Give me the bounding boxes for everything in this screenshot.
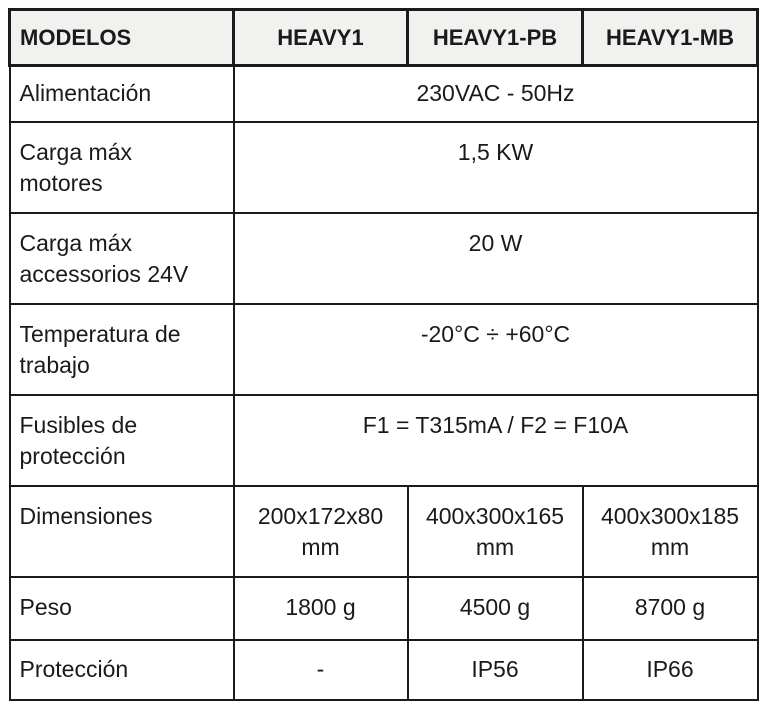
row-label: Dimensiones bbox=[10, 486, 234, 577]
row-label: Peso bbox=[10, 577, 234, 640]
row-label-line: trabajo bbox=[19, 351, 90, 378]
row-label-line: accessorios 24V bbox=[19, 260, 189, 287]
row-value-heavy1 bbox=[234, 486, 408, 577]
row-carga-motores bbox=[10, 122, 758, 213]
row-value: 230VAC - 50Hz bbox=[234, 66, 758, 122]
header-models-label: MODELOS bbox=[10, 10, 234, 66]
value-line: mm bbox=[301, 533, 340, 560]
row-label bbox=[10, 395, 234, 486]
row-label-line: Fusibles de bbox=[19, 411, 138, 438]
row-value-heavy1: - bbox=[234, 640, 408, 700]
header-model-heavy1: HEAVY1 bbox=[234, 10, 408, 66]
row-dimensiones bbox=[10, 486, 758, 577]
value-line: 200x172x80 bbox=[257, 502, 384, 529]
specifications-table bbox=[8, 8, 759, 701]
header-model-heavy1-mb: HEAVY1-MB bbox=[583, 10, 758, 66]
row-peso bbox=[10, 577, 758, 640]
row-label: Alimentación bbox=[10, 66, 234, 122]
row-value: F1 = T315mA / F2 = F10A bbox=[234, 395, 758, 486]
value-line: mm bbox=[650, 533, 690, 560]
row-temperatura bbox=[10, 304, 758, 395]
value-line: 400x300x185 bbox=[600, 502, 740, 529]
row-value-heavy1-pb: 4500 g bbox=[408, 577, 583, 640]
row-proteccion bbox=[10, 640, 758, 700]
row-value-heavy1-pb: IP56 bbox=[408, 640, 583, 700]
row-value-heavy1-pb bbox=[408, 486, 583, 577]
row-value-heavy1-mb bbox=[583, 486, 758, 577]
value-line: mm bbox=[475, 533, 515, 560]
row-fusibles bbox=[10, 395, 758, 486]
row-label-line: Carga máx bbox=[19, 138, 132, 165]
row-alimentacion bbox=[10, 66, 758, 122]
row-label-line: protección bbox=[19, 442, 126, 469]
row-value: 1,5 KW bbox=[234, 122, 758, 213]
value-line: 400x300x165 bbox=[425, 502, 565, 529]
row-value: -20°C ÷ +60°C bbox=[234, 304, 758, 395]
row-label-line: motores bbox=[19, 169, 103, 196]
header-model-heavy1-pb: HEAVY1-PB bbox=[408, 10, 583, 66]
row-carga-accesorios bbox=[10, 213, 758, 304]
row-label bbox=[10, 213, 234, 304]
row-value: 20 W bbox=[234, 213, 758, 304]
row-label: Protección bbox=[10, 640, 234, 700]
header-row bbox=[10, 10, 758, 66]
row-label bbox=[10, 122, 234, 213]
row-label bbox=[10, 304, 234, 395]
row-value-heavy1-mb: 8700 g bbox=[583, 577, 758, 640]
row-label-line: Temperatura de bbox=[19, 320, 181, 347]
row-label-line: Carga máx bbox=[19, 229, 132, 256]
row-value-heavy1: 1800 g bbox=[234, 577, 408, 640]
row-value-heavy1-mb: IP66 bbox=[583, 640, 758, 700]
